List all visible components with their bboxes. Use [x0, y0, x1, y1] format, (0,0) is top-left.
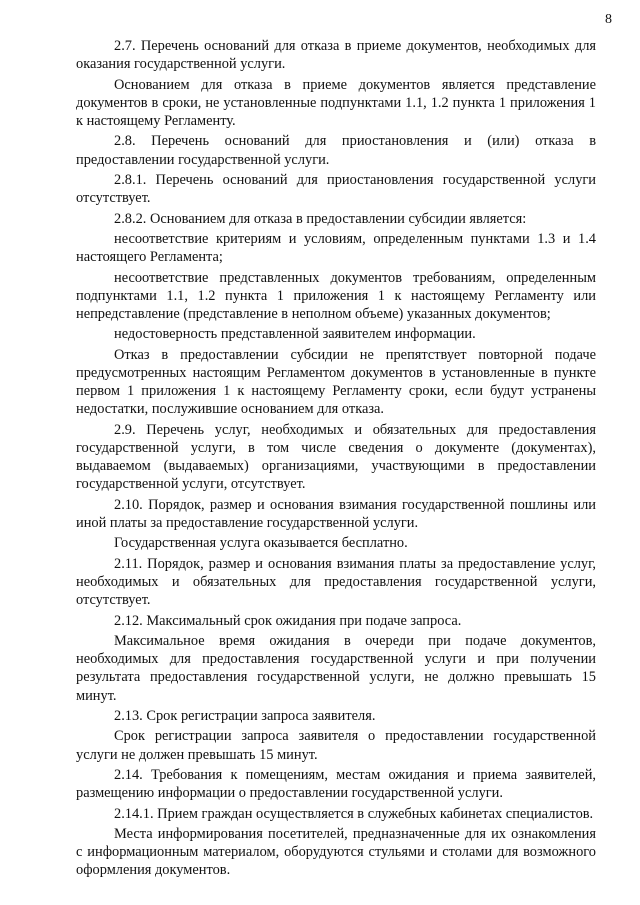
- page-number: 8: [605, 12, 612, 27]
- paragraph-2-13-heading: 2.13. Срок регистрации запроса заявителя.: [114, 707, 376, 724]
- paragraph-information-places: Места информирования посетителей, предназначенные для их ознакомления с информационным материалом, оборудуются стульями и столами для возможного оформления документов.: [76, 825, 596, 879]
- paragraph-2-11: 2.11. Порядок, размер и основания взимания платы за предоставление услуг, необходимых и обязательных для предоставления государственной услуги, отсутствует.: [76, 555, 596, 609]
- paragraph-2-8-2: 2.8.2. Основанием для отказа в предоставлении субсидии является:: [114, 210, 527, 227]
- paragraph-2-12-heading: 2.12. Максимальный срок ожидания при подаче запроса.: [114, 612, 462, 629]
- refusal-reason-documents: несоответствие представленных документов требованиям, определенным подпунктами 1.1, 1.2 пункта 1 приложения 1 к настоящему Регламенту или непредставление (представление в неполном объеме) указанных документов;: [76, 269, 596, 322]
- paragraph-2-14-1: 2.14.1. Прием граждан осуществляется в служебных кабинетах специалистов.: [114, 805, 594, 822]
- paragraph-2-13-text: Срок регистрации запроса заявителя о предоставлении государственной услуги не должен превышать 15 минут.: [76, 728, 596, 763]
- paragraph-2-12-text: Максимальное время ожидания в очереди при подаче документов, необходимых для предоставления государственной услуги и при получении результата предоставления государственной услуги, не должно превышать 15 минут.: [76, 632, 596, 704]
- paragraph-2-7-heading: 2.7. Перечень оснований для отказа в приеме документов, необходимых для оказания государственной услуги.: [76, 38, 596, 73]
- refusal-reason-criteria: несоответствие критериям и условиям, определенным пунктами 1.3 и 1.4 настоящего Регламента;: [76, 230, 596, 266]
- paragraph-2-8-1: 2.8.1. Перечень оснований для приостановления государственной услуги отсутствует.: [76, 171, 596, 207]
- refusal-reason-unreliable-info: недостоверность представленной заявителем информации.: [114, 326, 476, 343]
- paragraph-2-10-heading: 2.10. Порядок, размер и основания взимания государственной пошлины или иной платы за предоставление государственной услуги.: [76, 496, 596, 531]
- paragraph-2-9: 2.9. Перечень услуг, необходимых и обязательных для предоставления государственной услуги, в том числе сведения о документе (документах), выдаваемом (выдаваемых) организациями, участвующими в предоставлении государственной услуги, отсутствует.: [76, 421, 596, 493]
- paragraph-2-10-text: Государственная услуга оказывается бесплатно.: [114, 535, 408, 552]
- paragraph-2-8-heading: 2.8. Перечень оснований для приостановления и (или) отказа в предоставлении государственной услуги.: [76, 133, 596, 168]
- document-body: [76, 37, 596, 882]
- refusal-resubmission-note: Отказ в предоставлении субсидии не препятствует повторной подаче предусмотренных настоящим Регламентом документов в установленные в пункте первом 1 приложения 1 к настоящему Регламенту сроки, если будут устранены недостатки, послужившие основанием для отказа.: [76, 346, 596, 418]
- paragraph-2-7-text: Основанием для отказа в приеме документов является представление документов в сроки, не установленные подпунктами 1.1, 1.2 пункта 1 приложения 1 к настоящему Регламенту.: [76, 76, 596, 129]
- paragraph-2-14-heading: 2.14. Требования к помещениям, местам ожидания и приема заявителей, размещению информации о предоставлении государственной услуги.: [76, 766, 596, 802]
